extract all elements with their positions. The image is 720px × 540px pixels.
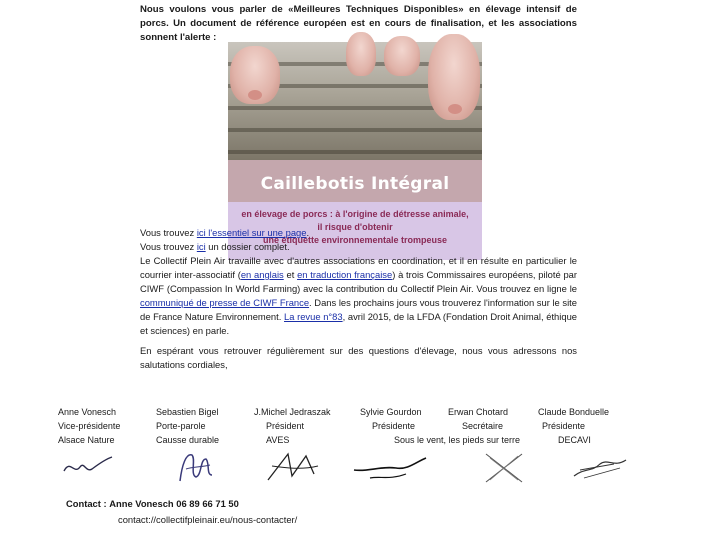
poster-subtitle-line: une étiquette environnementale trompeuse xyxy=(262,235,448,245)
pigs-photo xyxy=(228,42,482,160)
signatory-name: J.Michel Jedraszak xyxy=(254,407,331,417)
signatory-org: Sous le vent, les pieds sur terre xyxy=(394,435,521,445)
signatory-name: Claude Bonduelle xyxy=(538,407,610,417)
intro-text: Nous voulons vous parler de «Meilleures Techniques Disponibles» en élevage intensif de porcs. Un document de référence européen est en cours de finalisation, et les associations sonnent l'alerte : xyxy=(140,4,577,43)
signature-bonduelle xyxy=(570,450,630,484)
signatory xyxy=(58,405,120,447)
body-text xyxy=(140,226,577,372)
body-line-2: Vous trouvez ici un dossier complet. xyxy=(140,241,290,252)
poster-subtitle-line: il risque d'obtenir xyxy=(317,222,393,232)
signatory-name: Sylvie Gourdon xyxy=(360,407,422,417)
dossier-link[interactable]: ici xyxy=(196,241,206,252)
contact-line xyxy=(66,496,297,512)
signatory-name: Anne Vonesch xyxy=(58,407,117,417)
french-translation-link[interactable]: en traduction française xyxy=(297,269,393,280)
contact-label: Contact : xyxy=(66,498,107,509)
signature-jedraszak xyxy=(262,446,322,486)
signatory-name: Sebastien Bigel xyxy=(156,407,219,417)
essentiel-link[interactable]: ici l'essentiel sur une page xyxy=(196,227,307,238)
signature-gourdon xyxy=(350,450,430,490)
signatory-org: Causse durable xyxy=(156,435,220,445)
signatory-role: Porte-parole xyxy=(156,421,206,431)
pig-figure xyxy=(384,36,420,76)
revue-83-link[interactable]: La revue n°83 xyxy=(284,311,343,322)
signature-bigel xyxy=(172,445,222,487)
signatory-org: AVES xyxy=(266,435,290,445)
signatory-org: DECAVI xyxy=(558,435,591,445)
poster-title: Caillebotis Intégral xyxy=(260,174,450,194)
signatory-name: Erwan Chotard xyxy=(448,407,509,417)
contact-url: contact://collectifpleinair.eu/nous-contacter/ xyxy=(118,514,298,525)
body-paragraph-3: Le Collectif Plein Air travaille avec d'autres associations en coordination, et il en résulte en particulier le courrier inter-associatif (en anglais et en traduction française) à trois Commissaires européens, piloté par CIWF (Compassion In World Farming) avec la contribution du Collectif Plein Air. Vous trouvez en ligne le communiqué de presse de CIWF France. Dans les prochains jours vous trouverez l'information sur le site de France Nature Environnement. La revue n°83, avril 2015, de la LFDA (Fondation Droit Animal, éthique et sciences) en parle. xyxy=(140,255,578,336)
signatory-org: Alsace Nature xyxy=(58,435,115,445)
body-line-1: Vous trouvez ici l'essentiel sur une page. xyxy=(140,227,310,238)
english-letter-link[interactable]: en anglais xyxy=(240,269,284,280)
signatory xyxy=(448,405,508,433)
signatory-role: Présidente xyxy=(542,421,586,431)
pig-figure xyxy=(428,34,480,120)
signatory xyxy=(156,405,219,447)
signatory xyxy=(538,405,609,447)
signature-vonesch xyxy=(60,445,120,485)
signatory xyxy=(254,405,331,447)
signature-chotard xyxy=(482,450,526,486)
signatory-role: Présidente xyxy=(372,421,416,431)
contact-block xyxy=(66,496,297,528)
poster-subtitle-line: en élevage de porcs : à l'origine de détresse animale, xyxy=(241,209,469,219)
signatory-role: Secrétaire xyxy=(462,421,504,431)
signatory-role: Vice-présidente xyxy=(58,421,121,431)
pig-figure xyxy=(346,32,376,76)
contact-name-phone: Anne Vonesch 06 89 66 71 50 xyxy=(109,498,239,509)
signatory-role: Président xyxy=(266,421,305,431)
pig-figure xyxy=(230,46,280,104)
closing-text: En espérant vous retrouver régulièrement sur des questions d'élevage, nous vous adressons nos salutations cordiales, xyxy=(140,345,577,370)
ciwf-press-link[interactable]: communiqué de presse de CIWF France xyxy=(140,297,310,308)
